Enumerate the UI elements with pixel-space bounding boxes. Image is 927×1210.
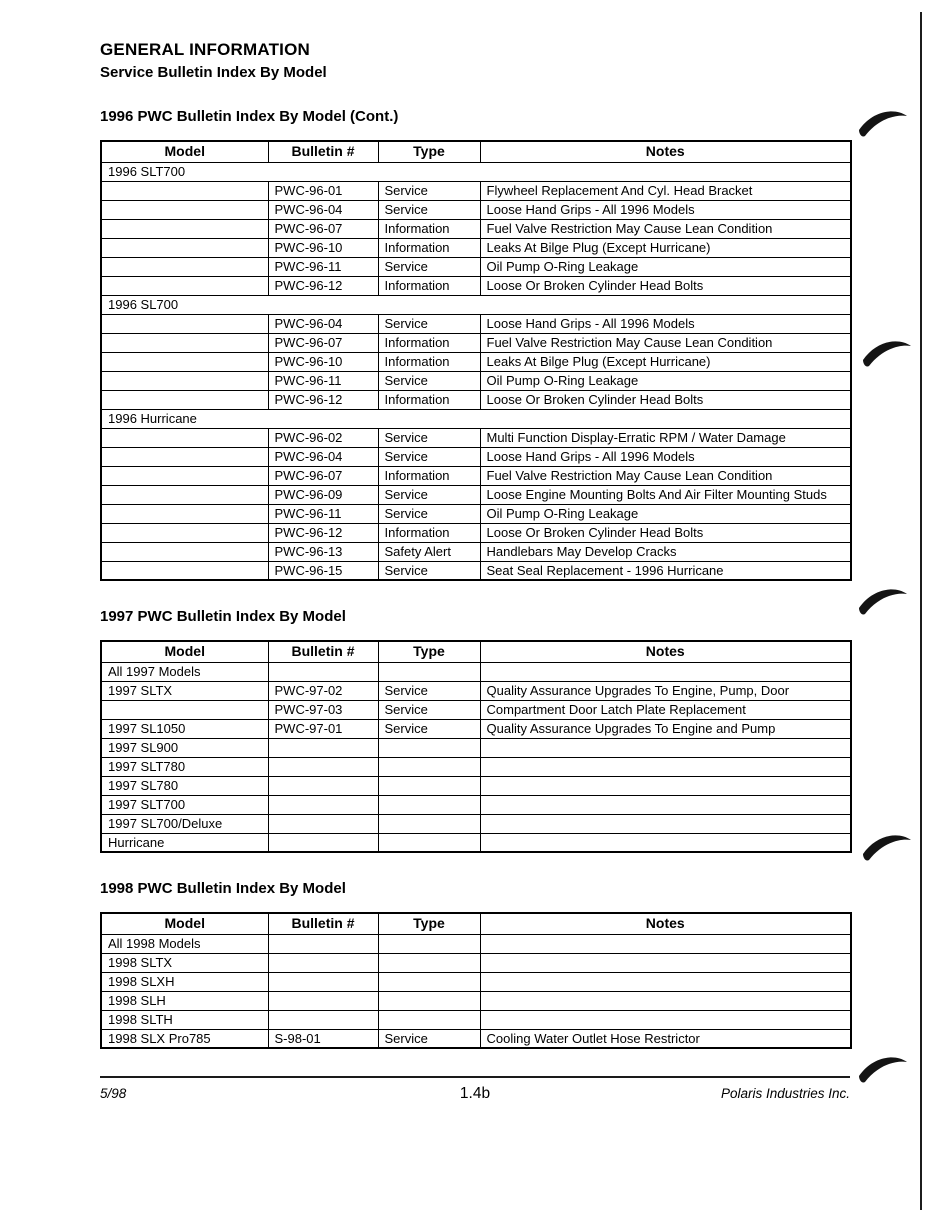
notes-cell: Leaks At Bilge Plug (Except Hurricane) [480,352,851,371]
type-cell [378,1010,480,1029]
bulletin-number-cell: PWC-96-12 [268,390,378,409]
model-cell: 1997 SL700/Deluxe [101,814,268,833]
notes-cell: Flywheel Replacement And Cyl. Head Bracket [480,181,851,200]
column-header: Bulletin # [268,641,378,662]
model-cell [101,257,268,276]
table-header-row [101,913,851,934]
bulletin-number-cell: PWC-96-02 [268,428,378,447]
column-header: Type [378,641,480,662]
bulletin-table-1998 [100,912,852,1049]
model-cell: 1997 SL900 [101,738,268,757]
type-cell: Information [378,390,480,409]
notes-cell: Quality Assurance Upgrades To Engine and Pump [480,719,851,738]
notes-cell: Leaks At Bilge Plug (Except Hurricane) [480,238,851,257]
notes-cell: Oil Pump O-Ring Leakage [480,371,851,390]
type-cell: Safety Alert [378,542,480,561]
notes-cell: Loose Or Broken Cylinder Head Bolts [480,390,851,409]
type-cell: Service [378,1029,480,1048]
notes-cell: Loose Hand Grips - All 1996 Models [480,314,851,333]
type-cell [378,953,480,972]
bulletin-row [101,314,851,333]
page-curl-artifact [856,106,910,140]
section-title-1996: 1996 PWC Bulletin Index By Model (Cont.) [100,108,399,125]
bulletin-row [101,795,851,814]
bulletin-row [101,523,851,542]
model-cell [101,523,268,542]
type-cell: Service [378,181,480,200]
notes-cell: Oil Pump O-Ring Leakage [480,504,851,523]
section-1997-bulletins [100,608,850,853]
column-header: Notes [480,641,851,662]
type-cell: Information [378,333,480,352]
column-header: Notes [480,913,851,934]
bulletin-row [101,447,851,466]
column-header: Model [101,913,268,934]
bulletin-number-cell: PWC-97-01 [268,719,378,738]
bulletin-row [101,719,851,738]
bulletin-row [101,953,851,972]
bulletin-table-1997 [100,640,852,853]
page-content [100,40,850,1103]
bulletin-number-cell: PWC-96-07 [268,333,378,352]
type-cell [378,934,480,953]
bulletin-number-cell: PWC-96-01 [268,181,378,200]
bulletin-row [101,542,851,561]
bulletin-row [101,776,851,795]
bulletin-row [101,390,851,409]
notes-cell: Quality Assurance Upgrades To Engine, Pump, Door [480,681,851,700]
bulletin-row [101,371,851,390]
model-group-label: 1996 Hurricane [101,409,851,428]
notes-cell [480,795,851,814]
page-title: GENERAL INFORMATION [100,40,310,59]
type-cell: Service [378,700,480,719]
page-curl-artifact [860,336,914,370]
model-cell [101,219,268,238]
bulletin-number-cell [268,738,378,757]
model-cell [101,181,268,200]
notes-cell [480,1010,851,1029]
bulletin-number-cell: PWC-96-07 [268,219,378,238]
table-header-row [101,641,851,662]
footer-date: 5/98 [100,1086,127,1101]
bulletin-row [101,700,851,719]
type-cell: Service [378,200,480,219]
bulletin-number-cell: PWC-96-12 [268,276,378,295]
bulletin-row [101,238,851,257]
model-group-row [101,295,851,314]
notes-cell: Fuel Valve Restriction May Cause Lean Condition [480,219,851,238]
notes-cell: Multi Function Display-Erratic RPM / Water Damage [480,428,851,447]
model-cell: 1998 SLX Pro785 [101,1029,268,1048]
notes-cell: Loose Or Broken Cylinder Head Bolts [480,276,851,295]
bulletin-row [101,934,851,953]
type-cell: Service [378,561,480,580]
bulletin-number-cell: PWC-96-07 [268,466,378,485]
model-group-label: 1996 SLT700 [101,162,851,181]
type-cell [378,776,480,795]
bulletin-row [101,1029,851,1048]
model-cell: 1998 SLH [101,991,268,1010]
bulletin-row [101,466,851,485]
model-cell: 1997 SL780 [101,776,268,795]
type-cell: Information [378,276,480,295]
model-cell [101,447,268,466]
page-curl-artifact [856,584,910,618]
column-header: Type [378,913,480,934]
notes-cell: Fuel Valve Restriction May Cause Lean Condition [480,333,851,352]
bulletin-number-cell [268,833,378,852]
type-cell [378,833,480,852]
bulletin-row [101,833,851,852]
type-cell: Service [378,257,480,276]
bulletin-number-cell [268,795,378,814]
bulletin-row [101,991,851,1010]
model-cell [101,238,268,257]
notes-cell: Loose Or Broken Cylinder Head Bolts [480,523,851,542]
bulletin-row [101,352,851,371]
notes-cell: Cooling Water Outlet Hose Restrictor [480,1029,851,1048]
bulletin-number-cell [268,1010,378,1029]
type-cell: Information [378,238,480,257]
model-cell [101,352,268,371]
bulletin-number-cell: PWC-96-11 [268,257,378,276]
model-cell [101,485,268,504]
model-cell [101,276,268,295]
bulletin-number-cell: PWC-97-03 [268,700,378,719]
type-cell: Service [378,447,480,466]
section-1998-bulletins [100,880,850,1049]
notes-cell: Fuel Valve Restriction May Cause Lean Condition [480,466,851,485]
column-header: Bulletin # [268,141,378,162]
model-cell [101,428,268,447]
bulletin-row [101,1010,851,1029]
type-cell [378,795,480,814]
bulletin-number-cell: PWC-96-10 [268,352,378,371]
notes-cell: Compartment Door Latch Plate Replacement [480,700,851,719]
page-footer [100,1076,850,1103]
notes-cell [480,953,851,972]
bulletin-row [101,257,851,276]
notes-cell [480,662,851,681]
model-cell [101,314,268,333]
bulletin-number-cell: PWC-96-10 [268,238,378,257]
model-cell: All 1997 Models [101,662,268,681]
type-cell [378,757,480,776]
model-group-row [101,162,851,181]
model-cell [101,466,268,485]
bulletin-number-cell: S-98-01 [268,1029,378,1048]
page-curl-artifact [860,830,914,864]
page-curl-artifact [856,1052,910,1086]
model-cell [101,504,268,523]
model-cell [101,333,268,352]
bulletin-number-cell [268,662,378,681]
bulletin-number-cell [268,776,378,795]
notes-cell: Loose Hand Grips - All 1996 Models [480,447,851,466]
model-cell: 1997 SLT780 [101,757,268,776]
model-cell: 1997 SL1050 [101,719,268,738]
bulletin-row [101,757,851,776]
bulletin-number-cell: PWC-97-02 [268,681,378,700]
bulletin-number-cell [268,972,378,991]
bulletin-row [101,972,851,991]
bulletin-number-cell: PWC-96-13 [268,542,378,561]
model-cell [101,700,268,719]
notes-cell: Seat Seal Replacement - 1996 Hurricane [480,561,851,580]
type-cell: Service [378,719,480,738]
column-header: Type [378,141,480,162]
column-header: Model [101,141,268,162]
bulletin-row [101,485,851,504]
bulletin-number-cell: PWC-96-04 [268,200,378,219]
type-cell: Service [378,428,480,447]
type-cell: Service [378,485,480,504]
type-cell: Service [378,504,480,523]
type-cell [378,662,480,681]
bulletin-number-cell: PWC-96-09 [268,485,378,504]
bulletin-row [101,681,851,700]
notes-cell: Handlebars May Develop Cracks [480,542,851,561]
model-cell [101,371,268,390]
bulletin-number-cell: PWC-96-12 [268,523,378,542]
bulletin-row [101,276,851,295]
bulletin-number-cell [268,953,378,972]
scan-edge-line [920,12,922,1210]
bulletin-number-cell: PWC-96-11 [268,504,378,523]
document-header [100,40,850,81]
bulletin-row [101,738,851,757]
type-cell: Information [378,466,480,485]
column-header: Notes [480,141,851,162]
model-cell: 1998 SLTH [101,1010,268,1029]
section-1996-bulletins [100,108,850,581]
model-cell: 1998 SLXH [101,972,268,991]
model-group-label: 1996 SL700 [101,295,851,314]
type-cell: Service [378,371,480,390]
model-cell: 1998 SLTX [101,953,268,972]
section-title-1997: 1997 PWC Bulletin Index By Model [100,608,346,625]
model-cell [101,200,268,219]
bulletin-number-cell [268,991,378,1010]
model-cell: All 1998 Models [101,934,268,953]
model-cell: 1997 SLT700 [101,795,268,814]
model-cell [101,561,268,580]
bulletin-number-cell: PWC-96-11 [268,371,378,390]
bulletin-table-1996 [100,140,852,581]
footer-page-number: 1.4b [459,1085,491,1102]
table-header-row [101,141,851,162]
bulletin-number-cell: PWC-96-04 [268,314,378,333]
bulletin-row [101,181,851,200]
type-cell: Service [378,314,480,333]
model-cell [101,390,268,409]
model-cell [101,542,268,561]
notes-cell [480,757,851,776]
notes-cell: Loose Hand Grips - All 1996 Models [480,200,851,219]
page-subtitle: Service Bulletin Index By Model [100,64,327,81]
notes-cell: Oil Pump O-Ring Leakage [480,257,851,276]
bulletin-number-cell: PWC-96-04 [268,447,378,466]
bulletin-row [101,504,851,523]
type-cell: Information [378,523,480,542]
notes-cell: Loose Engine Mounting Bolts And Air Filter Mounting Studs [480,485,851,504]
bulletin-row [101,561,851,580]
type-cell: Service [378,681,480,700]
notes-cell [480,972,851,991]
notes-cell [480,833,851,852]
type-cell: Information [378,219,480,238]
notes-cell [480,814,851,833]
bulletin-row [101,814,851,833]
notes-cell [480,776,851,795]
notes-cell [480,991,851,1010]
type-cell [378,814,480,833]
bulletin-row [101,428,851,447]
model-cell: Hurricane [101,833,268,852]
bulletin-number-cell [268,814,378,833]
column-header: Model [101,641,268,662]
model-group-row [101,409,851,428]
bulletin-number-cell [268,757,378,776]
type-cell [378,972,480,991]
model-cell: 1997 SLTX [101,681,268,700]
bulletin-row [101,200,851,219]
type-cell: Information [378,352,480,371]
bulletin-number-cell [268,934,378,953]
column-header: Bulletin # [268,913,378,934]
section-title-1998: 1998 PWC Bulletin Index By Model [100,880,346,897]
bulletin-row [101,333,851,352]
notes-cell [480,934,851,953]
type-cell [378,991,480,1010]
type-cell [378,738,480,757]
footer-company: Polaris Industries Inc. [720,1086,850,1101]
bulletin-row [101,219,851,238]
bulletin-number-cell: PWC-96-15 [268,561,378,580]
bulletin-row [101,662,851,681]
notes-cell [480,738,851,757]
